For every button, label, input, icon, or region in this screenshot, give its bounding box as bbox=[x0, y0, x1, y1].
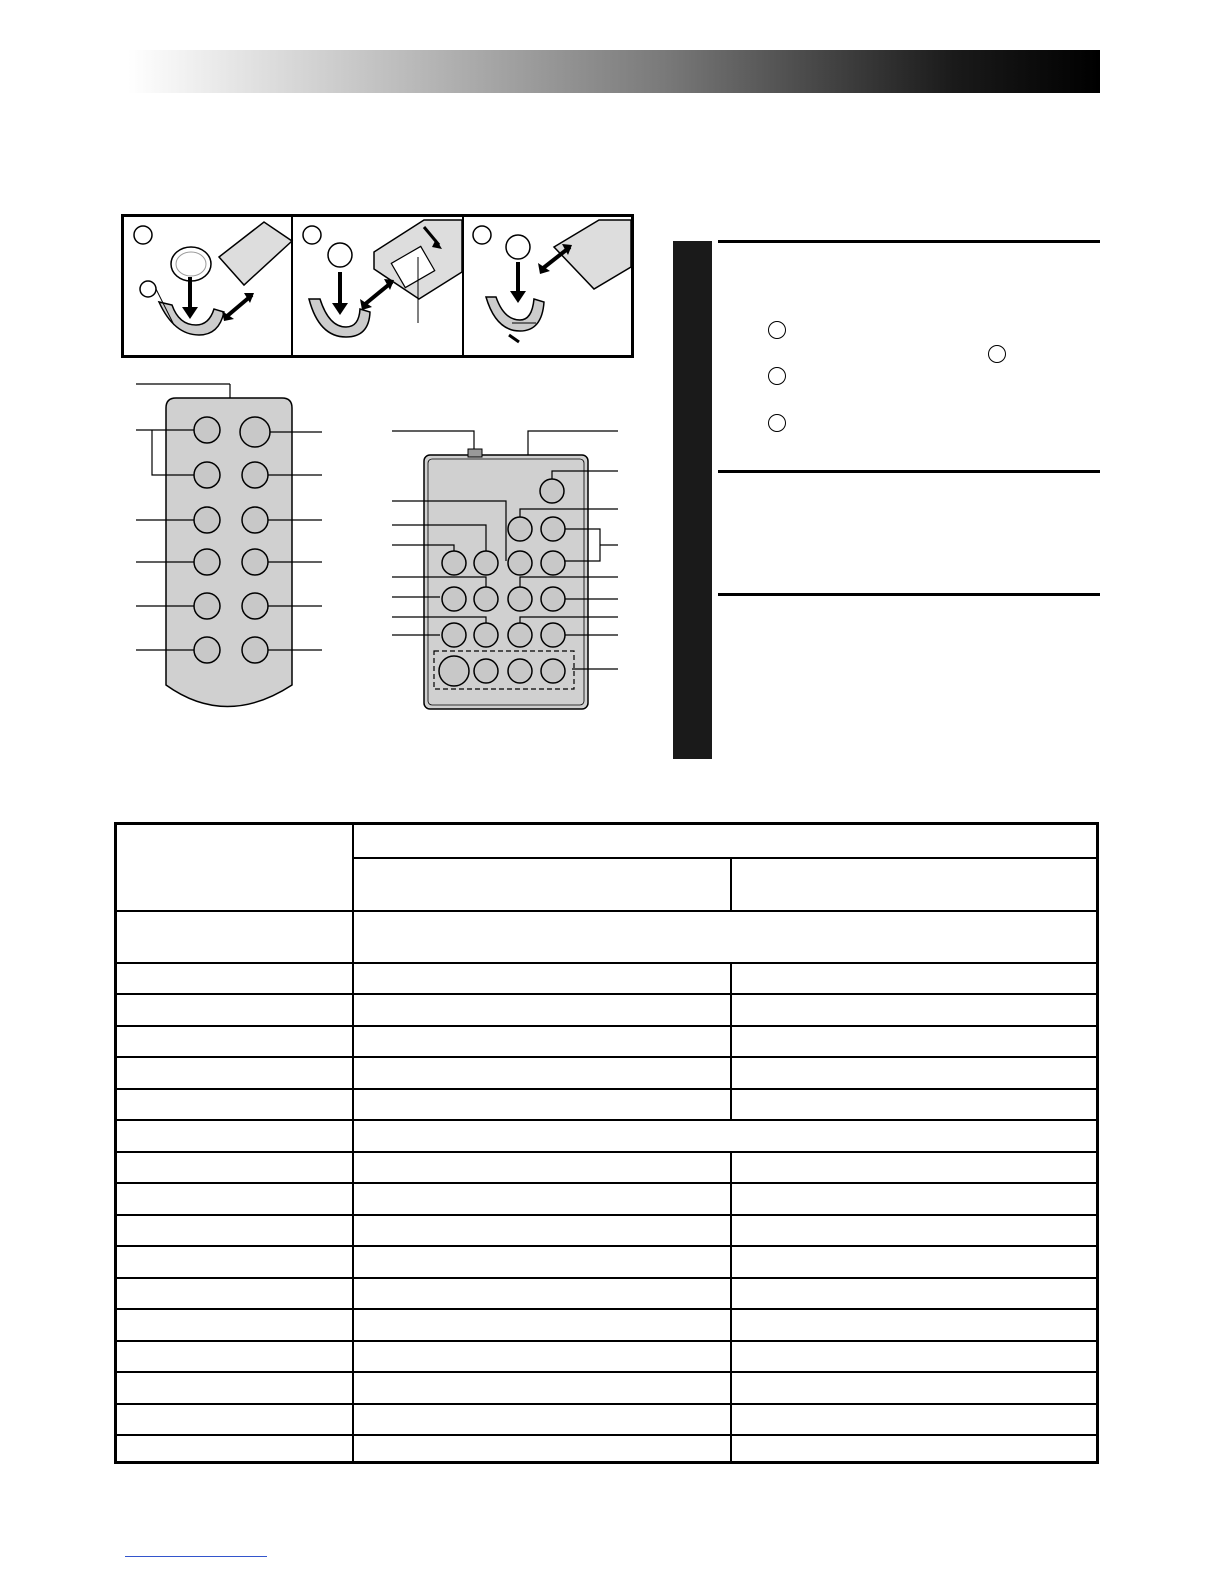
step-circle-icon bbox=[768, 367, 786, 385]
table-row-divider bbox=[117, 1245, 1096, 1247]
table-row-divider bbox=[117, 1025, 1096, 1027]
table-row-divider bbox=[117, 1056, 1096, 1058]
table-column-divider bbox=[730, 962, 732, 1119]
table-row-divider bbox=[117, 910, 1096, 912]
table-column-divider bbox=[730, 857, 732, 910]
table-row-divider bbox=[117, 1182, 1096, 1184]
section-rule bbox=[718, 470, 1100, 473]
table-row-divider bbox=[117, 993, 1096, 995]
step-circle-icon bbox=[988, 345, 1006, 363]
section-rule bbox=[718, 593, 1100, 596]
step-circle-icon bbox=[768, 414, 786, 432]
footer-rule bbox=[125, 1556, 267, 1557]
table-row-divider bbox=[117, 962, 1096, 964]
step-circle-icon bbox=[768, 321, 786, 339]
table-column-divider bbox=[352, 825, 354, 1461]
table-row-divider bbox=[117, 1434, 1096, 1436]
table-row-divider bbox=[117, 1340, 1096, 1342]
table-row-divider bbox=[352, 857, 1096, 859]
section-rule bbox=[718, 240, 1100, 243]
table-row-divider bbox=[117, 1277, 1096, 1279]
table-row-divider bbox=[117, 1151, 1096, 1153]
table-row-divider bbox=[117, 1371, 1096, 1373]
table-row-divider bbox=[117, 1308, 1096, 1310]
table-row-divider bbox=[117, 1403, 1096, 1405]
table-column-divider bbox=[730, 1151, 732, 1461]
table-row-divider bbox=[117, 1119, 1096, 1121]
table-row-divider bbox=[117, 1088, 1096, 1090]
spec-table bbox=[114, 822, 1099, 1464]
table-row-divider bbox=[117, 1214, 1096, 1216]
